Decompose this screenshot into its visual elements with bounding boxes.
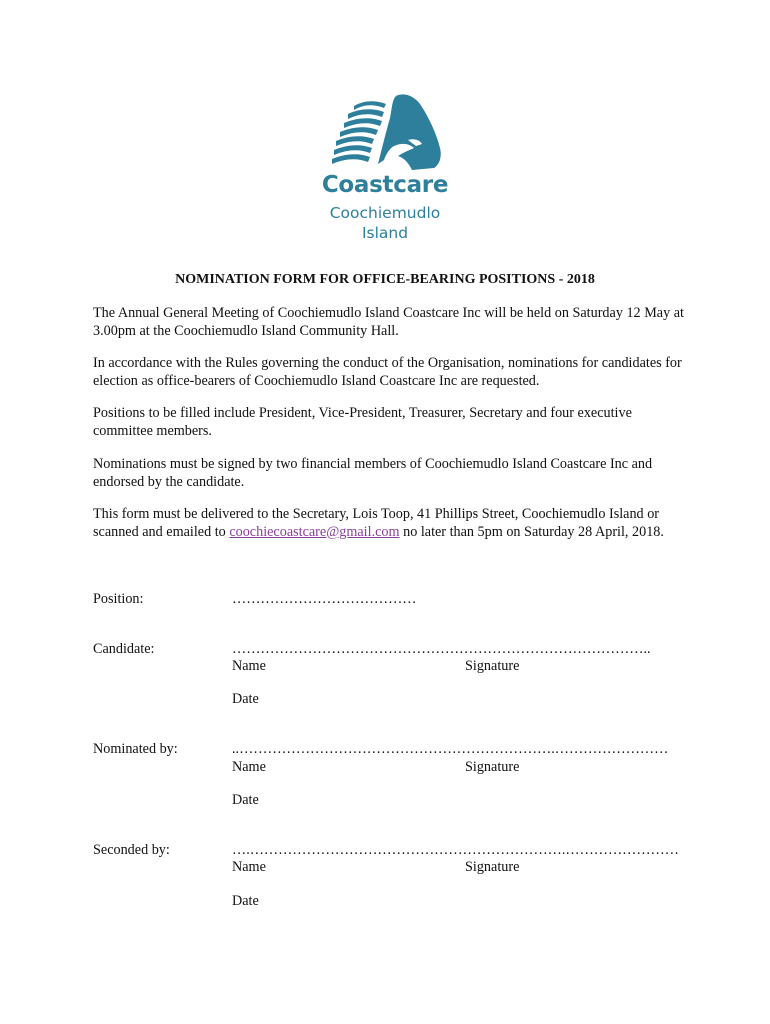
coastcare-logo — [300, 92, 470, 247]
seconded-name-label: Name — [232, 859, 266, 875]
position-label: Position: — [93, 591, 144, 607]
agm-paragraph: The Annual General Meeting of Coochiemudlo Island Coastcare Inc will be held on Saturday 12 May at 3.00pm at the Coochiemudlo Island Community Hall. — [93, 305, 684, 339]
rules-paragraph: In accordance with the Rules governing the conduct of the Organisation, nominations for candidates for election as office-bearers of Coochiemudlo Island Coastcare Inc are requested. — [93, 355, 682, 389]
candidate-name-label: Name — [232, 658, 266, 674]
email-link[interactable]: coochiecoastcare@gmail.com — [229, 523, 400, 540]
logo-subtitle-line1: Coochiemudlo — [329, 204, 441, 222]
logo-subtitle-line2: Island — [361, 224, 409, 242]
position-field[interactable]: ………………………………… — [232, 591, 417, 607]
seconded-by-label: Seconded by: — [93, 842, 170, 858]
seconded-date-label: Date — [232, 893, 259, 909]
nominated-date-label: Date — [232, 792, 259, 808]
form-heading: NOMINATION FORM FOR OFFICE-BEARING POSITIONS - 2018 — [175, 272, 595, 287]
nominated-signature-label: Signature — [465, 759, 520, 775]
nominated-by-label: Nominated by: — [93, 741, 178, 757]
seconded-signature-label: Signature — [465, 859, 520, 875]
nominated-name-label: Name — [232, 759, 266, 775]
candidate-label: Candidate: — [93, 641, 155, 657]
positions-paragraph: Positions to be filled include President, Vice-President, Treasurer, Secretary and four executive committee members. — [93, 405, 632, 439]
candidate-field[interactable]: …………………………………………………………………………….. — [232, 641, 651, 657]
candidate-date-label: Date — [232, 691, 259, 707]
nominations-paragraph: Nominations must be signed by two financial members of Coochiemudlo Island Coastcare Inc and endorsed by the candidate. — [93, 456, 653, 490]
candidate-signature-label: Signature — [465, 658, 520, 674]
seconded-by-field[interactable]: ….………………………………………………………….…………………… — [232, 842, 679, 858]
hand-waves-icon — [324, 92, 448, 174]
logo-title: Coastcare — [321, 172, 449, 198]
delivery-text-after: no later than 5pm on Saturday 28 April, 2018. — [399, 523, 664, 540]
delivery-text-before: This form must be delivered to the Secretary, Lois Toop, 41 Phillips Street, Coochiemudlo Island or scanned and emailed to — [93, 506, 660, 540]
nominated-by-field[interactable]: ..………………………………………………………….…………………… — [232, 741, 669, 757]
delivery-paragraph — [93, 506, 693, 541]
